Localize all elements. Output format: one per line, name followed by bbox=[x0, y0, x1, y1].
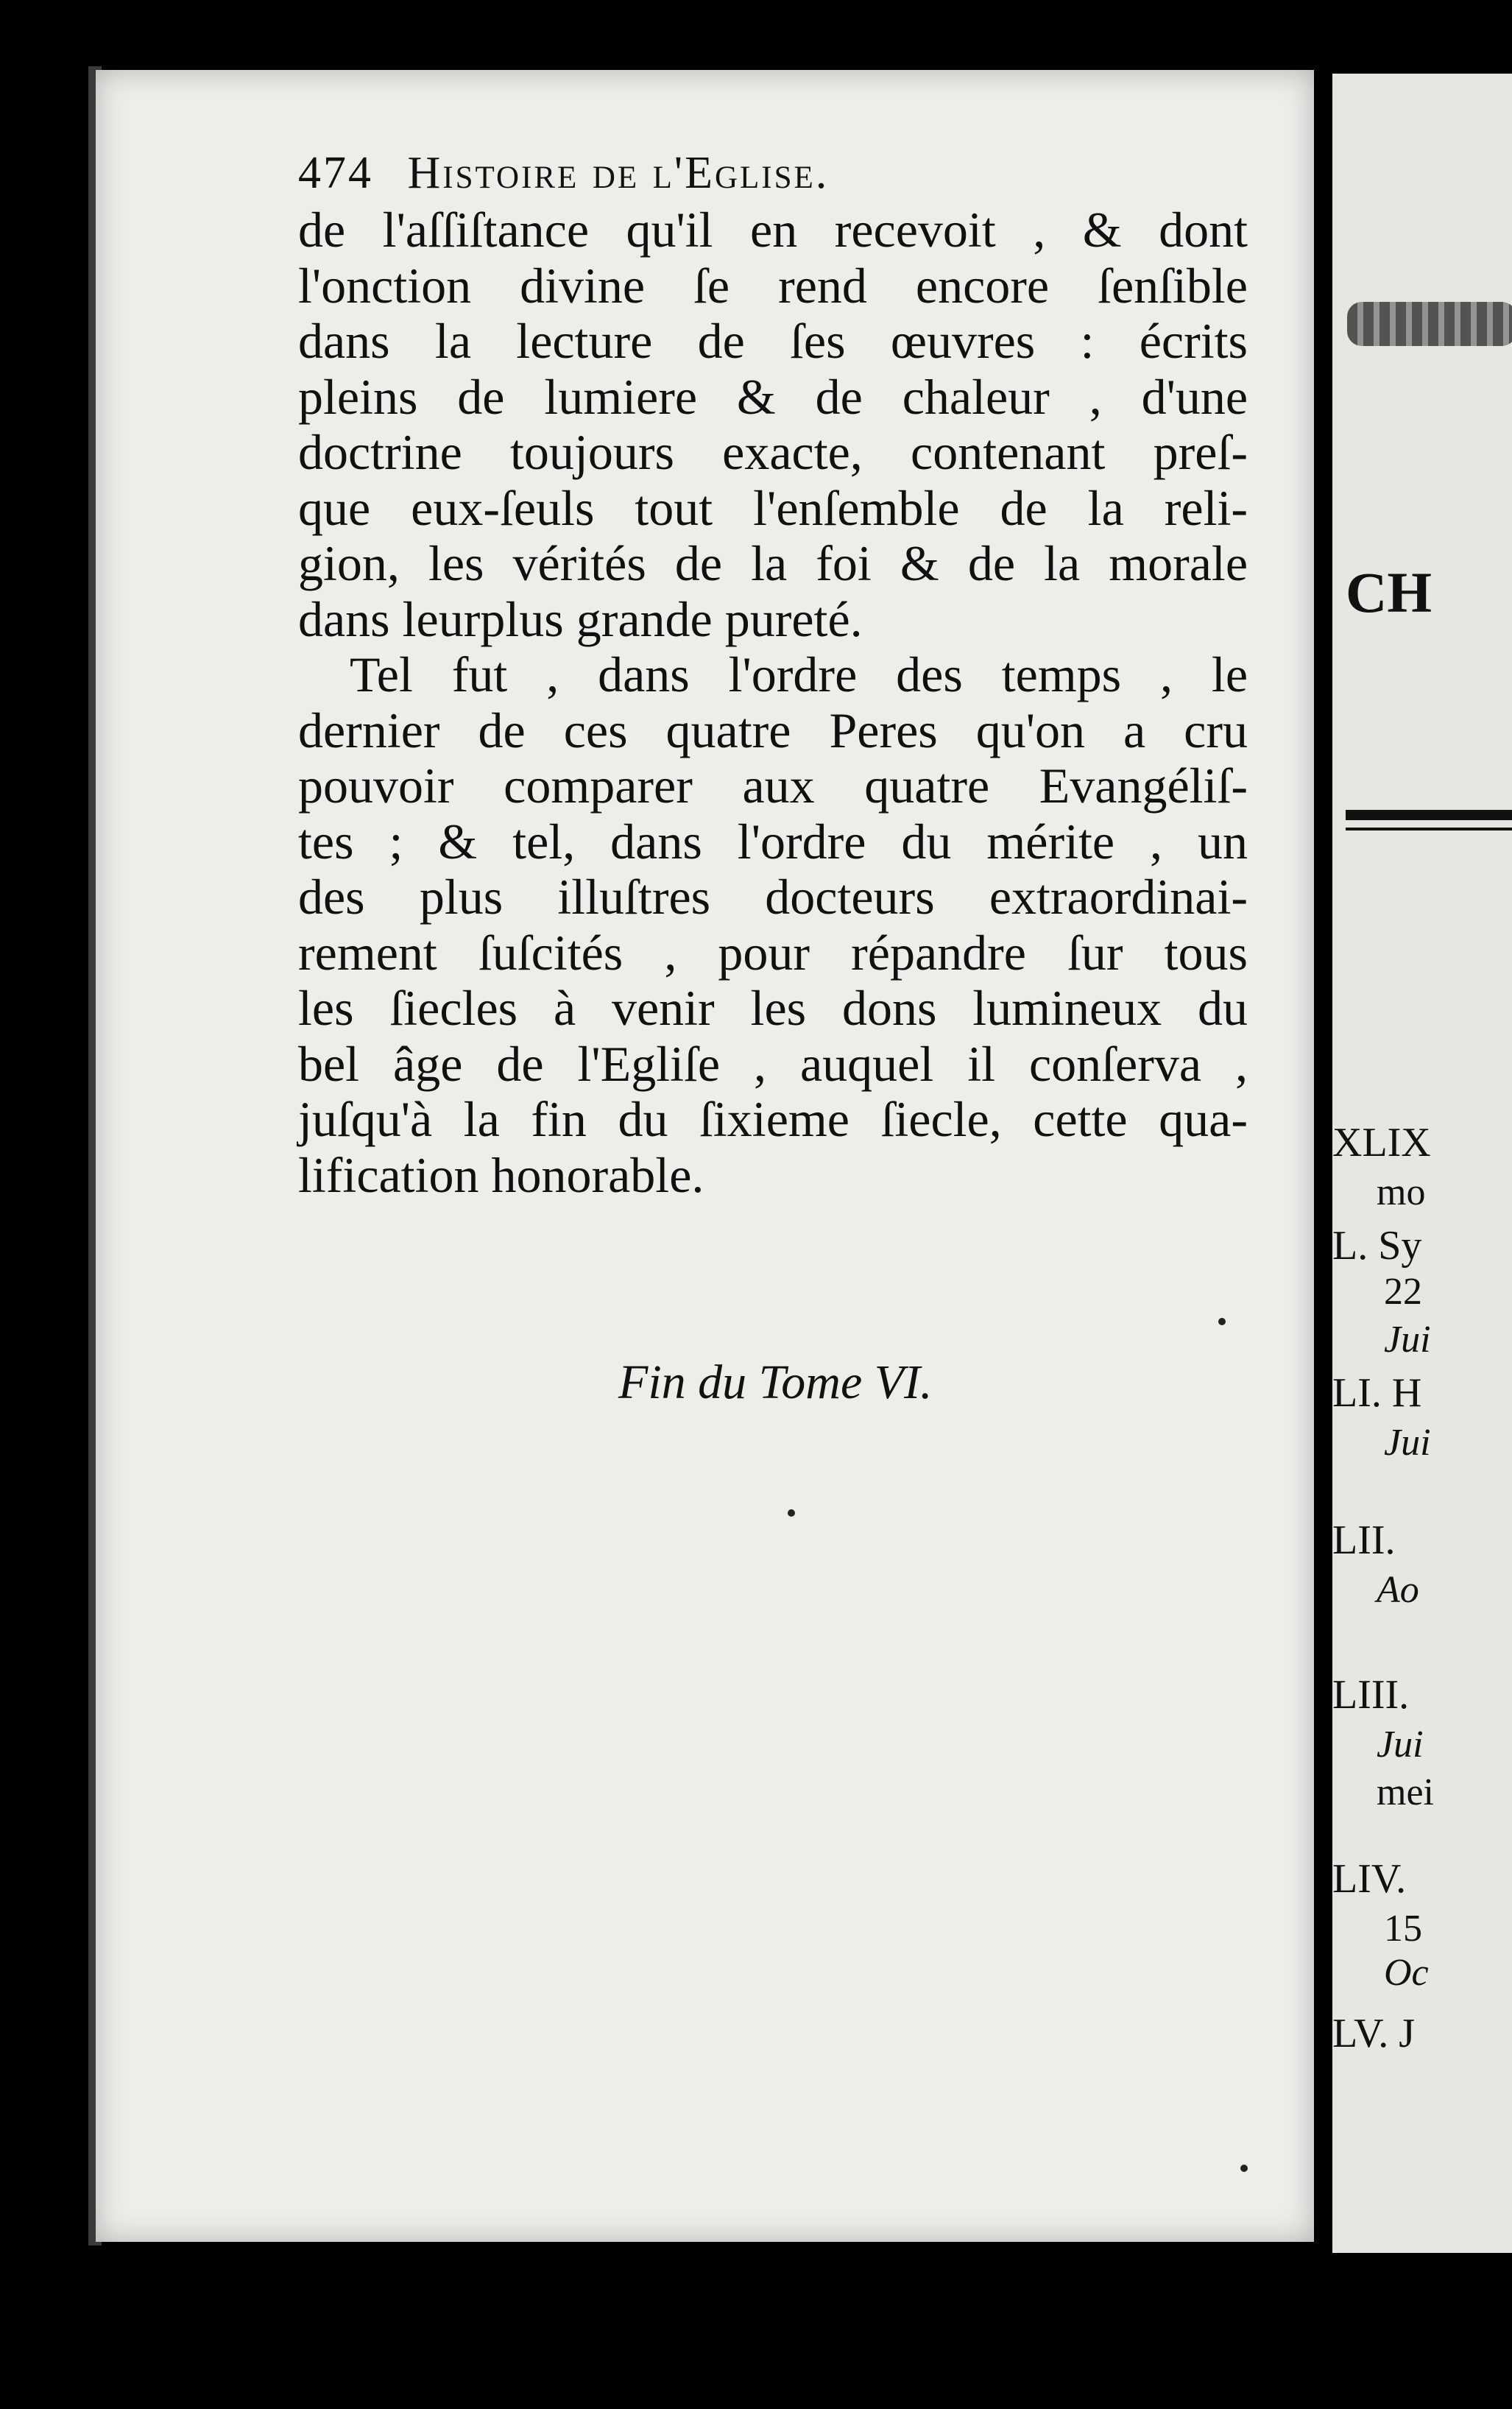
toc-sub: Jui bbox=[1384, 1319, 1431, 1361]
text-line: juſqu'à la fin du ſixieme ſiecle, cette qua- bbox=[298, 1091, 1248, 1147]
text-line: les ſiecles à venir les dons lumineux du bbox=[298, 980, 1248, 1036]
running-title: Histoire de l'Eglise. bbox=[407, 148, 830, 198]
closing-line: Fin du Tome VI. bbox=[618, 1355, 933, 1409]
toc-entry: XLIX bbox=[1332, 1120, 1431, 1165]
text-line: gion, les vérités de la foi & de la morale bbox=[298, 535, 1248, 591]
text-line: doctrine toujours exacte, contenant preſ- bbox=[298, 424, 1248, 480]
right-page-fragment bbox=[1332, 74, 1512, 2253]
ink-spot bbox=[788, 1509, 795, 1517]
chapter-title-fragment: CH bbox=[1346, 560, 1432, 624]
toc-entry: LIV. bbox=[1332, 1856, 1407, 1902]
text-line: pouvoir comparer aux quatre Evangéliſ- bbox=[298, 758, 1248, 814]
text-line: de l'aſſiſtance qu'il en recevoit , & dont bbox=[298, 202, 1248, 258]
body-text bbox=[298, 202, 1248, 1203]
toc-sub: mei bbox=[1377, 1771, 1434, 1813]
toc-entry: L. Sy bbox=[1332, 1223, 1422, 1269]
toc-sub: Jui bbox=[1377, 1724, 1424, 1766]
ink-spot bbox=[1218, 1318, 1226, 1325]
text-line: bel âge de l'Egliſe , auquel il conſerva , bbox=[298, 1035, 1248, 1092]
toc-sub: Jui bbox=[1384, 1422, 1431, 1464]
toc-sub: 22 bbox=[1384, 1271, 1422, 1313]
toc-sub: Oc bbox=[1384, 1952, 1429, 1994]
toc-entry: LV. J bbox=[1332, 2011, 1416, 2056]
text-line: dernier de ces quatre Peres qu'on a cru bbox=[298, 702, 1248, 758]
page-header bbox=[298, 147, 829, 200]
text-line: des plus illuſtres docteurs extraordinai- bbox=[298, 869, 1248, 925]
text-line: dans la lecture de ſes œuvres : écrits bbox=[298, 313, 1248, 369]
toc-entry: LI. H bbox=[1332, 1370, 1422, 1416]
toc-sub: 15 bbox=[1384, 1908, 1422, 1950]
toc-entry: LIII. bbox=[1332, 1672, 1410, 1718]
toc-entry: LII. bbox=[1332, 1517, 1396, 1563]
text-line: rement ſuſcités , pour répandre ſur tous bbox=[298, 924, 1248, 981]
text-line: Tel fut , dans l'ordre des temps , le bbox=[350, 646, 1248, 702]
ink-spot bbox=[1240, 2165, 1248, 2172]
toc-sub: mo bbox=[1377, 1171, 1426, 1213]
text-line: lification honorable. bbox=[298, 1146, 704, 1203]
text-line: dans leurplus grande pureté. bbox=[298, 590, 863, 647]
text-line: tes ; & tel, dans l'ordre du mérite , un bbox=[298, 813, 1248, 870]
toc-sub: Ao bbox=[1377, 1569, 1419, 1611]
thin-rule bbox=[1346, 828, 1512, 830]
page-number: 474 bbox=[298, 148, 373, 198]
ornament-band bbox=[1347, 302, 1512, 346]
text-line: que eux-ſeuls tout l'enſemble de la reli- bbox=[298, 479, 1248, 536]
text-line: l'onction divine ſe rend encore ſenſible bbox=[298, 257, 1248, 314]
text-line: pleins de lumiere & de chaleur , d'une bbox=[298, 368, 1248, 425]
thick-rule bbox=[1346, 810, 1512, 820]
